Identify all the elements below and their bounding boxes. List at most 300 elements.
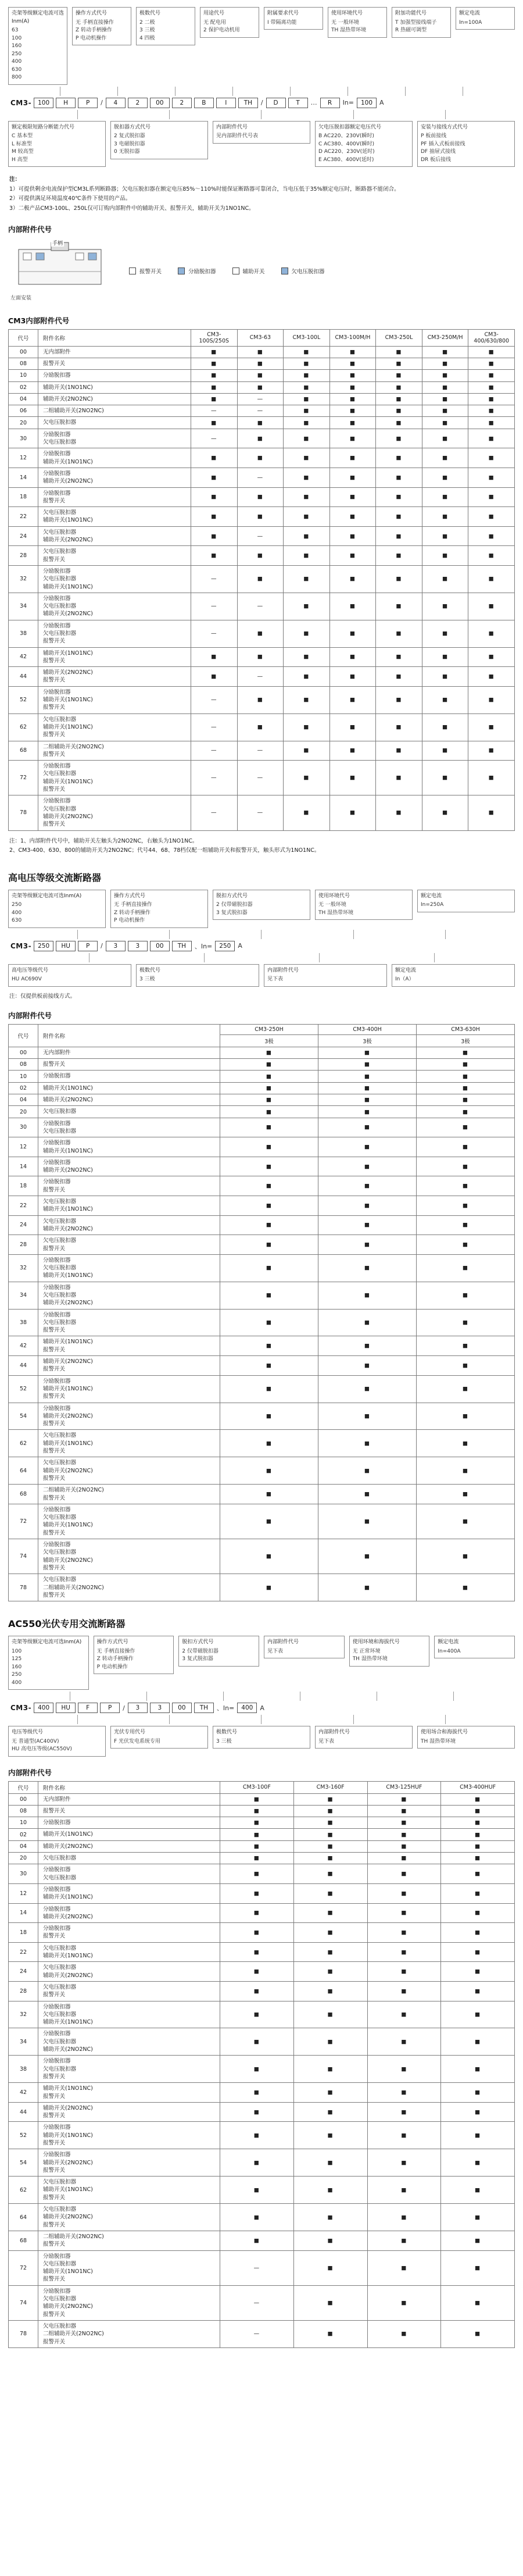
available-mark: ■: [468, 526, 515, 546]
available-mark: ■: [220, 1282, 318, 1309]
annotation-option: 无 一般环境: [331, 19, 359, 26]
pv-section-heading: AC550光伏专用交流断路器: [8, 1618, 126, 1630]
code-box: P: [78, 98, 98, 108]
available-mark: ■: [293, 1840, 367, 1852]
connector-line: [290, 87, 291, 96]
accessory-row: [9, 1829, 515, 1840]
accessory-name-line: 报警开关: [43, 751, 66, 758]
accessory-row: [9, 2028, 515, 2056]
accessory-name-line: 欠电压脱扣器: [43, 1874, 77, 1881]
accessory-name: [38, 741, 191, 761]
accessory-row: [9, 1923, 515, 1943]
available-mark: ■: [237, 417, 284, 429]
available-mark: ■: [376, 565, 422, 593]
code-box: 250: [34, 941, 53, 951]
not-available-mark: —: [191, 761, 238, 795]
accessory-name-line: 欠电压脱扣器: [43, 2296, 77, 2303]
connector-line: [261, 1715, 262, 1724]
accessory-name-line: 分励脱扣器: [43, 1867, 71, 1874]
available-mark: ■: [220, 2083, 294, 2103]
available-mark: ■: [220, 1539, 318, 1574]
annotation-box: [8, 964, 131, 987]
legend-label: 欠电压脱扣器: [291, 269, 325, 276]
available-mark: ■: [329, 393, 376, 405]
available-mark: ■: [220, 1403, 318, 1430]
code-box: 00: [150, 98, 170, 108]
accessory-code: 00: [9, 1047, 38, 1058]
available-mark: ■: [220, 1430, 318, 1457]
accessory-name-line: 报警开关: [43, 2113, 66, 2120]
accessory-name-line: 报警开关: [43, 1366, 66, 1373]
annotation-box: [456, 7, 515, 30]
note-line: 1）可提供剩余电流保护型CM3L系列断路器；欠电压脱扣器在额定电压85%～110%时能保证断路器可靠闭合，当电压低于35%额定电压时，断路器不能闭合。: [9, 185, 400, 192]
accessory-name-line: 分励脱扣器: [43, 1179, 71, 1186]
available-mark: ■: [367, 2001, 441, 2028]
accessory-code: 04: [9, 1094, 38, 1106]
available-mark: ■: [284, 448, 330, 468]
annotation-option: P 电动机操作: [96, 1664, 128, 1670]
accessory-name-line: 辅助开关(1NO1NC): [43, 1385, 93, 1392]
accessory-name-line: 报警开关: [43, 2338, 66, 2345]
available-mark: ■: [367, 2083, 441, 2103]
accessory-name-line: 辅助开关(1NO1NC): [43, 697, 93, 704]
available-mark: ■: [220, 1829, 294, 1840]
accessory-name-line: 分励脱扣器: [43, 688, 71, 695]
accessory-name-line: 报警开关: [43, 1807, 66, 1814]
available-mark: ■: [422, 795, 468, 830]
available-mark: ■: [367, 1981, 441, 2001]
available-mark: ■: [422, 667, 468, 687]
accessory-name-line: 欠电压脱扣器: [43, 509, 77, 516]
available-mark: ■: [220, 1254, 318, 1282]
available-mark: ■: [284, 686, 330, 713]
annotation-box: [200, 7, 259, 38]
accessory-name-line: 辅助开关(2NO2NC): [43, 1097, 93, 1104]
available-mark: ■: [220, 1903, 294, 1923]
accessory-row: [9, 358, 515, 369]
available-mark: ■: [367, 1883, 441, 1903]
accessory-name-line: 报警开关: [43, 2311, 66, 2318]
annotation-title: 内部附件代号: [267, 1639, 299, 1646]
available-mark: ■: [468, 370, 515, 381]
available-mark: ■: [293, 2177, 367, 2204]
accessory-name-line: 辅助开关(2NO2NC): [43, 2214, 93, 2221]
accessory-code: 52: [9, 686, 38, 713]
accessory-name-line: 分励脱扣器: [43, 451, 71, 458]
available-mark: ■: [468, 429, 515, 448]
available-mark: ■: [318, 1309, 417, 1336]
available-mark: ■: [441, 1923, 515, 1943]
available-mark: ■: [376, 468, 422, 487]
available-mark: ■: [329, 713, 376, 741]
available-mark: ■: [417, 1539, 515, 1574]
annotation-box: [392, 7, 451, 38]
accessory-legend: [8, 238, 515, 305]
column-header-model: CM3-125HUF: [367, 1781, 441, 1793]
accessory-name: [38, 1336, 220, 1356]
available-mark: ■: [191, 417, 238, 429]
accessory-row: [9, 1883, 515, 1903]
rated-current-label: 、In=: [194, 942, 213, 950]
available-mark: ■: [329, 593, 376, 620]
available-mark: ■: [293, 1903, 367, 1923]
annotation-title: 使用环境代号: [318, 893, 350, 899]
available-mark: ■: [237, 546, 284, 566]
annotation-option: Z 转动手柄操作: [114, 909, 151, 916]
accessory-name-line: 分励脱扣器: [43, 1378, 71, 1385]
not-available-mark: —: [220, 2320, 294, 2347]
accessory-name-line: 欠电压脱扣器: [43, 1432, 77, 1439]
accessory-name-line: 报警开关: [43, 638, 66, 645]
available-mark: ■: [441, 1883, 515, 1903]
not-available-mark: —: [220, 2250, 294, 2285]
available-mark: ■: [417, 1082, 515, 1094]
accessory-name: [38, 405, 191, 417]
available-mark: ■: [293, 2083, 367, 2103]
available-mark: ■: [422, 417, 468, 429]
accessory-code: 62: [9, 1430, 38, 1457]
accessory-name: [38, 1235, 220, 1255]
available-mark: ■: [417, 1504, 515, 1539]
available-mark: ■: [376, 358, 422, 369]
legend-item: [178, 267, 216, 275]
hv-accessory-table-heading: 内部附件代号: [8, 1011, 52, 1020]
accessory-name-line: 无内部附件: [43, 1796, 71, 1803]
available-mark: ■: [284, 381, 330, 393]
accessory-name-line: 欠电压脱扣器: [43, 548, 77, 555]
accessory-name-line: 辅助开关(2NO2NC): [43, 1557, 93, 1564]
accessory-name-line: 辅助开关(2NO2NC): [43, 813, 93, 820]
available-mark: ■: [318, 1082, 417, 1094]
not-available-mark: —: [237, 593, 284, 620]
connector-line: [453, 1692, 454, 1701]
annotation-title: 极数代号: [139, 967, 161, 973]
accessory-name: [38, 1196, 220, 1216]
available-mark: ■: [329, 620, 376, 647]
annotation-option: 无 配电用: [203, 19, 226, 26]
code-separator: /: [101, 99, 103, 106]
available-mark: ■: [220, 2231, 294, 2250]
column-header-model: CM3-400H: [318, 1024, 417, 1034]
available-mark: ■: [220, 1883, 294, 1903]
available-mark: ■: [441, 1793, 515, 1805]
not-available-mark: —: [237, 741, 284, 761]
annotation-option: 160: [12, 1664, 22, 1670]
accessory-name: [38, 2149, 220, 2177]
annotation-option: 125: [12, 1656, 22, 1662]
accessory-name-line: 欠电压脱扣器: [43, 2179, 77, 2186]
accessory-name: [38, 1430, 220, 1457]
accessory-name-line: 辅助开关(1NO1NC): [43, 1147, 93, 1154]
accessory-row: [9, 2204, 515, 2231]
accessory-row: [9, 1793, 515, 1805]
available-mark: ■: [220, 1094, 318, 1106]
available-mark: ■: [376, 686, 422, 713]
annotation-title: 极数代号: [139, 10, 161, 16]
available-mark: ■: [237, 487, 284, 507]
accessory-row: [9, 1805, 515, 1817]
available-mark: ■: [284, 667, 330, 687]
available-mark: ■: [293, 1829, 367, 1840]
accessory-row: [9, 1539, 515, 1574]
accessory-code: 22: [9, 507, 38, 527]
accessory-code: 74: [9, 1539, 38, 1574]
accessory-name-line: 欠电压脱扣器: [43, 1945, 77, 1951]
annotation-title: 额定极限短路分断能力代号: [12, 124, 75, 130]
available-mark: ■: [329, 448, 376, 468]
accessory-name-line: 分励脱扣器: [43, 2253, 71, 2260]
connector-line: [445, 1715, 446, 1724]
available-mark: ■: [329, 795, 376, 830]
accessory-name: [38, 1923, 220, 1943]
available-mark: ■: [417, 1574, 515, 1601]
accessory-symbol-icon: [232, 267, 239, 274]
available-mark: ■: [376, 620, 422, 647]
column-header-code: 代号: [9, 1024, 38, 1047]
available-mark: ■: [367, 1853, 441, 1864]
available-mark: ■: [441, 2056, 515, 2083]
available-mark: ■: [220, 1962, 294, 1982]
available-mark: ■: [417, 1430, 515, 1457]
accessory-name-line: 辅助开关(1NO1NC): [43, 2186, 93, 2193]
accessory-row: [9, 1235, 515, 1255]
annotation-title: 安装与接线方式代号: [421, 124, 468, 130]
rated-current-value: 250: [215, 941, 235, 951]
annotation-option: P 电动机操作: [76, 35, 107, 41]
accessory-name-line: 分励脱扣器: [43, 470, 71, 477]
available-mark: ■: [376, 647, 422, 667]
available-mark: ■: [220, 1840, 294, 1852]
available-mark: ■: [220, 1817, 294, 1829]
available-mark: ■: [293, 2204, 367, 2231]
annotation-option: 3 电磁脱扣器: [114, 141, 145, 147]
available-mark: ■: [367, 2028, 441, 2056]
not-available-mark: —: [191, 593, 238, 620]
available-mark: ■: [318, 1574, 417, 1601]
connector-strip: [31, 1715, 492, 1724]
available-mark: ■: [237, 686, 284, 713]
available-mark: ■: [220, 1805, 294, 1817]
accessory-name-line: 欠电压脱扣器: [43, 1460, 77, 1467]
annotation-title: 壳架等级额定电流可选Inm(A): [12, 893, 82, 899]
available-mark: ■: [284, 405, 330, 417]
connector-line: [169, 1715, 170, 1724]
available-mark: ■: [329, 381, 376, 393]
available-mark: ■: [284, 487, 330, 507]
available-mark: ■: [468, 593, 515, 620]
accessory-name: [38, 713, 191, 741]
available-mark: ■: [318, 1157, 417, 1176]
annotation-title: 内部附件代号: [267, 967, 299, 973]
annotation-option: 见下表: [267, 976, 284, 983]
available-mark: ■: [367, 1829, 441, 1840]
accessory-name: [38, 1059, 220, 1071]
annotation-box: [213, 121, 310, 144]
accessory-name-line: 欠电压脱扣器: [43, 630, 77, 637]
accessory-code: 42: [9, 647, 38, 667]
available-mark: ■: [220, 2001, 294, 2028]
accessory-code: 28: [9, 1235, 38, 1255]
accessory-name-line: 欠电压脱扣器: [43, 2206, 77, 2213]
annotation-option: 800: [12, 74, 22, 80]
annotation-title: 电压等级代号: [12, 1729, 44, 1736]
available-mark: ■: [468, 417, 515, 429]
handle-label: 手柄: [51, 239, 64, 247]
accessory-name-line: 辅助开关(2NO2NC): [43, 1225, 93, 1232]
cm3-accessory-table-heading: CM3内部附件代号: [8, 316, 70, 325]
available-mark: ■: [422, 507, 468, 527]
accessory-name-line: 分励脱扣器: [43, 595, 71, 602]
column-header-model: CM3-63: [237, 329, 284, 346]
accessory-row: [9, 1176, 515, 1196]
column-header-model: CM3-100L: [284, 329, 330, 346]
available-mark: ■: [284, 468, 330, 487]
column-header-model: CM3-250H: [220, 1024, 318, 1034]
accessory-row: [9, 1981, 515, 2001]
annotation-option: 无 一般环境: [318, 902, 346, 908]
accessory-name: [38, 1118, 220, 1137]
rated-current-value: 400: [237, 1703, 257, 1713]
available-mark: ■: [422, 546, 468, 566]
accessory-name: [38, 1903, 220, 1923]
available-mark: ■: [376, 393, 422, 405]
accessory-row: [9, 381, 515, 393]
accessory-code: 78: [9, 795, 38, 830]
accessory-row: [9, 1282, 515, 1309]
available-mark: ■: [367, 2285, 441, 2320]
accessory-name-line: 分励脱扣器: [43, 1140, 71, 1147]
annotation-title: 使用环境和海拔代号: [352, 1639, 400, 1646]
available-mark: ■: [220, 1793, 294, 1805]
annotation-title: 额定电流: [395, 967, 417, 973]
annotation-option: 无 普通型(AC400V): [12, 1738, 59, 1744]
mount-side-label: 左面安装: [10, 295, 32, 301]
available-mark: ■: [237, 370, 284, 381]
accessory-code: 42: [9, 1336, 38, 1356]
accessory-name-line: 报警开关: [43, 1992, 66, 1999]
annotation-option: Z 转动手柄操作: [76, 27, 113, 33]
connector-line: [353, 930, 354, 939]
available-mark: ■: [376, 487, 422, 507]
accessory-name: [38, 1840, 220, 1852]
accessory-name-line: 报警开关: [43, 2221, 66, 2228]
accessory-name-line: 二组辅助开关(2NO2NC): [43, 2233, 104, 2240]
accessory-row: [9, 2231, 515, 2250]
rated-current-unit: A: [260, 1704, 264, 1712]
available-mark: ■: [417, 1094, 515, 1106]
accessory-code: 24: [9, 1215, 38, 1235]
available-mark: ■: [367, 2204, 441, 2231]
accessory-row: [9, 429, 515, 448]
available-mark: ■: [417, 1309, 515, 1336]
available-mark: ■: [220, 2122, 294, 2149]
accessory-name-line: 辅助开关(1NO1NC): [43, 1272, 93, 1279]
available-mark: ■: [376, 346, 422, 358]
accessory-code: 64: [9, 2204, 38, 2231]
available-mark: ■: [293, 1981, 367, 2001]
available-mark: ■: [329, 741, 376, 761]
available-mark: ■: [441, 1853, 515, 1864]
available-mark: ■: [220, 1942, 294, 1962]
available-mark: ■: [191, 647, 238, 667]
accessory-row: [9, 565, 515, 593]
model-code-row: [10, 941, 513, 951]
annotation-title: 内部附件代号: [216, 124, 248, 130]
accessory-name: [38, 1137, 220, 1157]
code-box: TH: [238, 98, 258, 108]
top-annotation-row: [8, 890, 515, 928]
available-mark: ■: [422, 647, 468, 667]
accessory-code: 52: [9, 2122, 38, 2149]
rated-current-label: 、In=: [216, 1704, 235, 1712]
available-mark: ■: [376, 713, 422, 741]
annotation-box: [178, 1636, 259, 1667]
not-available-mark: —: [191, 713, 238, 741]
accessory-row: [9, 1840, 515, 1852]
column-header-name: 附件名称: [38, 1024, 220, 1047]
available-mark: ■: [220, 1309, 318, 1336]
code-box: 3: [150, 1703, 170, 1713]
annotation-option: R 热磁可调型: [395, 27, 427, 33]
accessory-name-line: 欠电压脱扣器: [43, 805, 77, 812]
annotation-box: [392, 964, 515, 987]
available-mark: ■: [220, 1082, 318, 1094]
accessory-name: [38, 507, 191, 527]
available-mark: ■: [417, 1336, 515, 1356]
available-mark: ■: [468, 358, 515, 369]
accessory-code: 22: [9, 1196, 38, 1216]
accessory-name: [38, 1215, 220, 1235]
accessory-name-line: 辅助开关(2NO2NC): [43, 395, 93, 402]
accessory-name-line: 辅助开关(1NO1NC): [43, 2132, 93, 2139]
annotation-option: 见下表: [267, 1648, 284, 1654]
accessory-name-line: 欠电压脱扣器: [43, 439, 77, 446]
available-mark: ■: [318, 1403, 417, 1430]
accessory-name-line: 报警开关: [43, 1393, 66, 1400]
available-mark: ■: [367, 1923, 441, 1943]
available-mark: ■: [318, 1430, 417, 1457]
model-code-row: [10, 1703, 513, 1713]
available-mark: ■: [376, 448, 422, 468]
available-mark: ■: [318, 1071, 417, 1082]
accessory-name-line: 分励脱扣器: [43, 1886, 71, 1893]
accessory-name: [38, 358, 191, 369]
legend-item: [129, 267, 162, 275]
accessory-name-line: 分励脱扣器: [43, 1073, 71, 1080]
top-annotation-row: [8, 1636, 515, 1690]
available-mark: ■: [329, 546, 376, 566]
accessory-code: 00: [9, 346, 38, 358]
accessory-name-line: 报警开关: [43, 1564, 66, 1571]
accessory-name-line: 欠电压脱扣器: [43, 1549, 77, 1556]
available-mark: ■: [468, 741, 515, 761]
available-mark: ■: [237, 565, 284, 593]
accessory-code: 74: [9, 2285, 38, 2320]
annotation-box: [417, 1726, 515, 1749]
accessory-name-line: 分励脱扣器: [43, 1159, 71, 1166]
available-mark: ■: [367, 2231, 441, 2250]
annotation-box: [349, 1636, 430, 1667]
legend-item: [232, 267, 265, 275]
accessory-name-line: 分励脱扣器: [43, 1120, 71, 1127]
hv-diagram-note: 注：仅提供板前接线方式。: [9, 993, 76, 1000]
annotation-title: 使用场合和海拔代号: [421, 1729, 468, 1736]
accessory-code: 12: [9, 1883, 38, 1903]
available-mark: ■: [422, 429, 468, 448]
accessory-name-line: 欠电压脱扣器: [43, 603, 77, 610]
accessory-row: [9, 487, 515, 507]
accessory-name-line: 分励脱扣器: [43, 2031, 71, 2038]
